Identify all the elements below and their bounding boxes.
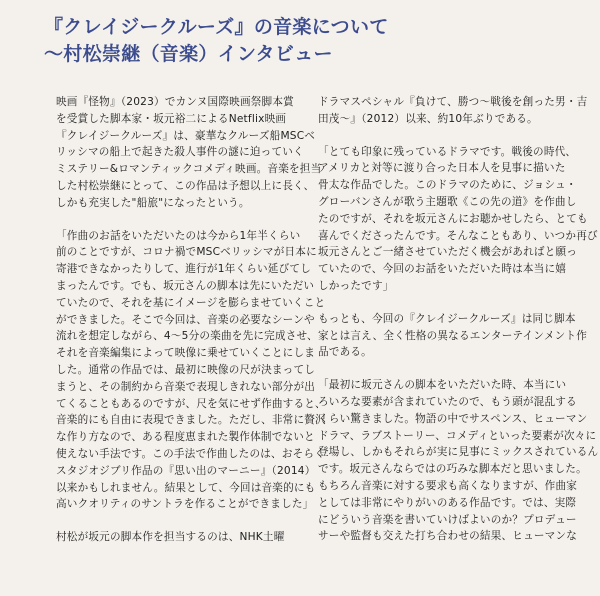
text-line: 「最初に坂元さんの脚本をいただいた時、本当にい (318, 379, 567, 392)
article-heading (44, 14, 389, 68)
text-line: した村松崇継にとって、この作品は予想以上に長く、 (56, 179, 315, 192)
text-line: しかったです」 (318, 279, 394, 292)
paragraph (56, 529, 292, 546)
text-line: しかも充実した"船旅"になったという。 (56, 196, 250, 209)
text-line: ろいろな要素が含まれていたので、もう頭が混乱する (318, 395, 577, 408)
text-line: ドラマ、ラブストーリー、コメディといった要素が次々に (318, 429, 597, 442)
text-line: ミステリー&ロマンティックコメディ映画。音楽を担当 (56, 163, 322, 176)
text-line: スタジオジブリ作品の『思い出のマーニー』（2014） (56, 464, 316, 477)
left-column (56, 94, 326, 562)
text-line: 「作曲のお話をいただいたのは今から1年半くらい (56, 229, 301, 242)
text-line: 「とても印象に残っているドラマです。戦後の時代、 (318, 145, 577, 158)
paragraph (318, 94, 588, 128)
paragraph (318, 311, 587, 361)
heading-line-2: 〜村松崇継（音楽）インタビュー (44, 43, 333, 65)
text-line: 品である。 (318, 346, 372, 359)
text-line: ができました。そこで今回は、音楽の必要なシーンや (56, 313, 315, 326)
text-line: 寄港できなかったりして、進行が1年くらい延びてし (56, 263, 311, 276)
text-line: 使えない手法です。この手法で作曲したのは、おそらく (56, 447, 325, 460)
text-line: 村松が坂元の脚本作を担当するのは、NHK土曜 (56, 531, 285, 544)
text-line: 家とは言え、全く性格の異なるエンターテインメント作 (318, 329, 587, 342)
text-line: を受賞した脚本家・坂元裕二によるNetflix映画 (56, 112, 287, 125)
text-line: 以来かもしれません。結果として、今回は音楽的にも (56, 481, 316, 494)
text-line: 田茂〜』（2012）以来、約10年ぶりである。 (318, 112, 538, 125)
text-line: 喜んでくださったんです。そんなこともあり、いつか再び (318, 229, 598, 242)
text-line: 『クレイジークルーズ』は、豪華なクルーズ船MSCベ (56, 129, 316, 142)
text-line: な作り方なので、ある程度恵まれた製作体制でないと (56, 431, 315, 444)
text-line: 映画『怪物』（2023）でカンヌ国際映画祭脚本賞 (56, 96, 294, 108)
paragraph (318, 144, 598, 295)
text-line: リッシマの船上で起きた殺人事件の謎に迫っていく (56, 146, 304, 159)
text-line: もちろん音楽に対する要求も高くなりますが、作曲家 (318, 479, 578, 492)
text-line: てくることもあるのですが、尺を気にせず作曲すると、 (56, 397, 326, 410)
text-line: まうと、その制約から音楽で表現しきれない部分が出 (56, 380, 316, 393)
text-line: 坂元さんとご一緒させていただく機会があればと願っ (318, 246, 578, 259)
text-line: 流れを想定しながら、4〜5分の楽曲を先に完成させ、 (56, 330, 318, 343)
paragraph (56, 94, 322, 212)
text-line: した。通常の作品では、最初に映像の尺が決まってし (56, 363, 316, 376)
text-line: 高いクオリティのサントラを作ることができました」 (56, 498, 314, 511)
text-line: 前のことですが、コロナ禍でMSCベリッシマが日本に (56, 246, 317, 259)
text-line: 登場し、しかもそれらが実に見事にミックスされているん (318, 446, 599, 459)
text-line: ていたので、今回のお話をいただいた時は本当に嬉 (318, 263, 567, 276)
text-line: アメリカと対等に渡り合った日本人を見事に描いた (318, 162, 566, 175)
text-line: 音楽的にも自由に表現できました。ただし、非常に贅沢 (56, 414, 326, 427)
text-line: くらい驚きました。物語の中でサスペンス、ヒューマン (318, 412, 588, 425)
paragraph (318, 377, 599, 545)
text-line: それを音楽編集によって映像に乗せていくことにしま (56, 347, 316, 360)
text-line: ていたので、それを基にイメージを膨らませていくこと (56, 296, 326, 309)
text-line: 骨太な作品でした。このドラマのために、ジョシュ・ (318, 179, 577, 192)
text-line: グローバンさんが歌う主題歌《この先の道》を作曲し (318, 195, 577, 208)
text-line: サーや監督も交えた打ち合わせの結果、ヒューマンな (318, 530, 578, 543)
paragraph (56, 228, 326, 514)
text-line: もっとも、今回の『クレイジークルーズ』は同じ脚本 (318, 312, 576, 325)
text-line: としては非常にやりがいのある作品です。では、実際 (318, 496, 577, 509)
right-column (318, 94, 599, 561)
heading-line-1: 『クレイジークルーズ』の音楽について (44, 16, 389, 38)
text-line: です。坂元さんならではの巧みな脚本だと思いました。 (318, 463, 587, 476)
text-line: ドラマスペシャル『負けて、勝つ〜戦後を創った男・吉 (318, 96, 588, 108)
text-line: たのですが、それを坂元さんにお聴かせしたら、とても (318, 212, 588, 225)
text-line: にどういう音楽を書いていけばよいのか？プロデュー (318, 513, 577, 526)
text-line: まったんです。でも、坂元さんの脚本は先にいただい (56, 279, 315, 292)
